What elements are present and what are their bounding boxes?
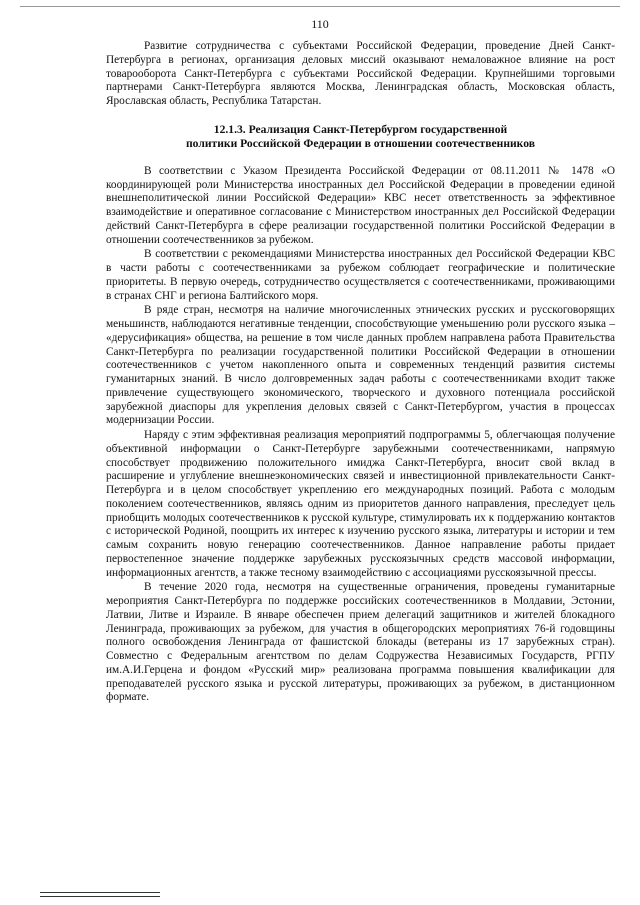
body-paragraph: В соответствии с Указом Президента Российской Федерации от 08.11.2011 № 1478 «О координирующей роли Министерства иностранных дел Российской Федерации в проведении единой внешнеполитической линии Российской Федерации» КВС несет ответственность за эффективное взаимодействие и оперативное согласование с Министерством иностранных дел Российской Федерации действий Санкт-Петербурга в сфере реализации государственной политики Российской Федерации в отношении соотечественников за рубежом.: [106, 164, 615, 246]
scan-edge-mark: [40, 892, 160, 897]
section-heading-line2: политики Российской Федерации в отношении соотечественников: [186, 136, 535, 150]
body-paragraph: В течение 2020 года, несмотря на существенные ограничения, проведены гуманитарные мероприятия Санкт-Петербурга по поддержке российских соотечественников в Молдавии, Эстонии, Латвии, Литве и Израиле. В январе обеспечен прием делегаций защитников и жителей блокадного Ленинграда, проживающих за рубежом, для участия в общегородских мероприятиях 76-й годовщины полного освобождения Ленинграда от фашистской блокады (ветераны из 17 зарубежных стран). Совместно с Федеральным агентством по делам Содружества Независимых Государств, РГПУ им.А.И.Герцена и фондом «Русский мир» реализована программа повышения квалификации для преподавателей русского языка и русской литературы, проживающих за рубежом, в дистанционном формате.: [106, 581, 615, 704]
document-body: [106, 40, 615, 706]
body-paragraph: Наряду с этим эффективная реализация мероприятий подпрограммы 5, облегчающая получение объективной информации о Санкт-Петербурге зарубежными соотечественниками, напрямую способствует продвижению положительного имиджа Санкт-Петербурга, вносит свой вклад в расширение и углубление внешнеэкономических связей и инвестиционной привлекательности Санкт-Петербурга и в целом способствует укреплению его международных позиций. Работа с молодым поколением соотечественников, являясь одним из приоритетов данного направления, преследует цель приобщить молодых соотечественников к русской культуре, стимулировать их к поддержанию контактов с исторической Родиной, поощрить их интерес к изучению русского языка, литературы и истории и тем самым сохранить новую генерацию соотечественников. Данное направление работы придает первостепенное значение поддержке зарубежных русскоязычных средств массовой информации, информационных агентств, а также тесному взаимодействию с ассоциациями русскоязычной прессы.: [106, 429, 615, 579]
top-rule: [20, 6, 620, 7]
intro-paragraph: Развитие сотрудничества с субъектами Российской Федерации, проведение Дней Санкт-Петербурга в регионах, организация деловых миссий оказывают немаловажное влияние на рост товарооборота Санкт-Петербурга с субъектами Российской Федерации. Крупнейшими торговыми партнерами Санкт-Петербурга являются Москва, Ленинградская область, Московская область, Ярославская область, Республика Татарстан.: [106, 40, 615, 107]
section-heading-line1: 12.1.3. Реализация Санкт-Петербургом государственной: [213, 122, 508, 136]
body-paragraph: В соответствии с рекомендациями Министерства иностранных дел Российской Федерации КВС в части работы с соотечественниками за рубежом соблюдает географические и политические приоритеты. В первую очередь, сотрудничество осуществляется с соотечественниками, проживающими в странах СНГ и региона Балтийского моря.: [106, 248, 615, 302]
body-paragraph: В ряде стран, несмотря на наличие многочисленных этнических русских и русскоговорящих меньшинств, наблюдаются негативные тенденции, способствующие уменьшению роли русского языка – «дерусификация» общества, на решение в том числе данных проблем направлена работа Правительства Санкт-Петербурга по реализации государственной политики Российской Федерации в отношении соотечественников с учетом накопленного опыта и современных тенденций развития системы гуманитарных знаний. В число долговременных задач работы с соотечественниками входит также привлечение существующего экономического, творческого и духовного потенциала российской зарубежной диаспоры для укрепления деловых связей с Санкт-Петербургом, участия в процессах модернизации России.: [106, 304, 615, 427]
section-heading: [106, 123, 615, 151]
page-number: 110: [311, 17, 329, 31]
